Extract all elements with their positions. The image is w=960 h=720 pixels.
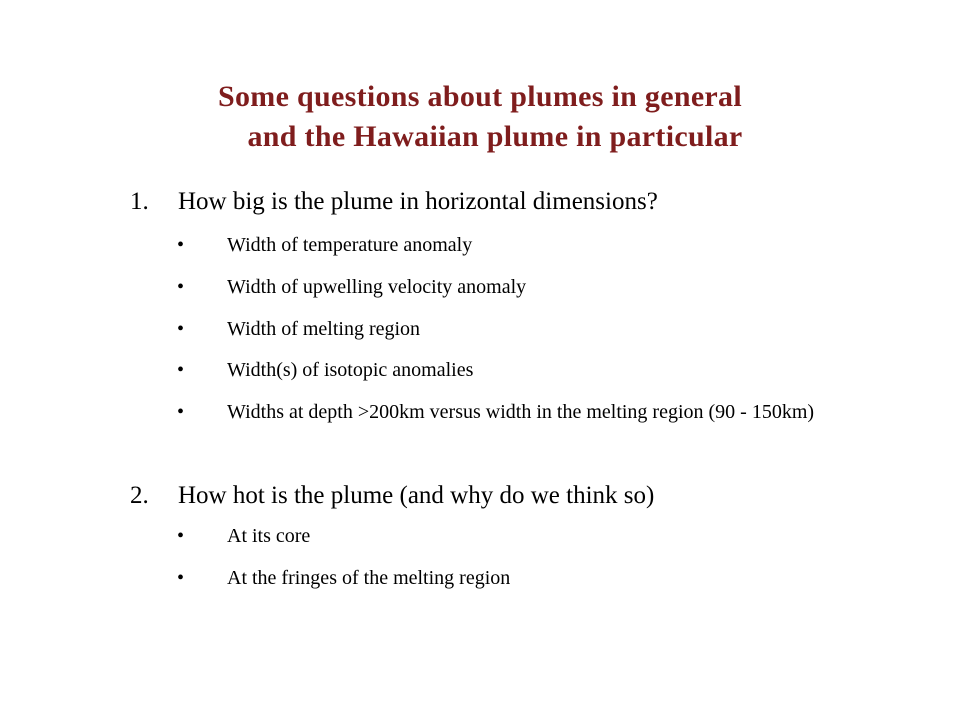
bullet-dot-icon: •: [177, 525, 185, 547]
bullet-dot-icon: •: [177, 234, 185, 256]
bullet-dot-icon: •: [177, 567, 185, 589]
slide-title: [0, 77, 960, 157]
bullet-text: Width(s) of isotopic anomalies: [227, 359, 474, 381]
bullet-item: [177, 400, 817, 424]
question-1: [130, 187, 658, 217]
question-text: How hot is the plume (and why do we think so): [178, 482, 655, 509]
bullet-dot-icon: •: [177, 359, 185, 381]
bullet-item: [177, 275, 817, 299]
bullet-item: [177, 317, 817, 341]
question-text: How big is the plume in horizontal dimensions?: [178, 188, 658, 215]
bullet-item: [177, 566, 817, 590]
bullet-dot-icon: •: [177, 401, 185, 423]
bullet-text: At its core: [227, 525, 311, 547]
bullet-dot-icon: •: [177, 276, 185, 298]
bullet-text: Width of upwelling velocity anomaly: [227, 276, 527, 298]
title-line-1: Some questions about plumes in general: [218, 80, 742, 113]
bullet-text: Width of melting region: [227, 318, 421, 340]
bullet-item: [177, 358, 817, 382]
bullet-item: [177, 233, 817, 257]
bullet-item: [177, 524, 817, 548]
question-number: 1.: [130, 188, 149, 215]
bullet-text: At the fringes of the melting region: [227, 567, 511, 589]
question-2: [130, 481, 654, 511]
bullet-text: Width of temperature anomaly: [227, 234, 473, 256]
bullet-text: Widths at depth >200km versus width in the melting region (90 - 150km): [227, 401, 815, 423]
bullet-dot-icon: •: [177, 318, 185, 340]
question-number: 2.: [130, 482, 149, 509]
title-line-2: and the Hawaiian plume in particular: [247, 120, 743, 153]
